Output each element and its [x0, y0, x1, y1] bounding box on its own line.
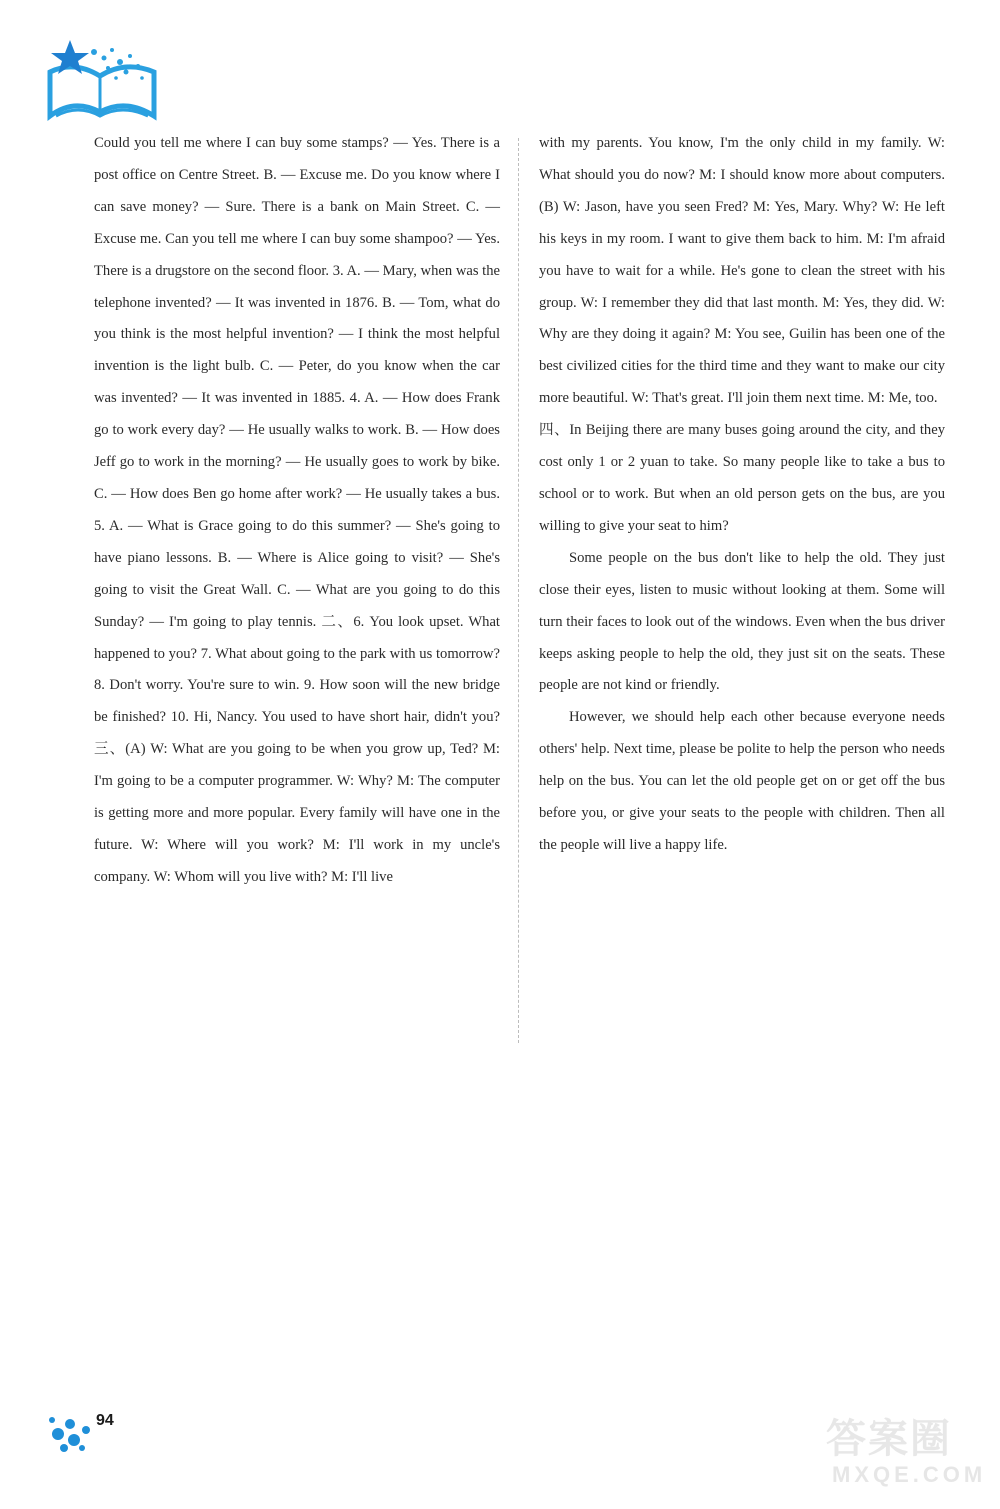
watermark-url: MXQE.COM [832, 1462, 987, 1487]
column-divider [518, 138, 519, 1043]
right-paragraph-essay-1: 四、In Beijing there are many buses going around the city, and they cost only 1 or 2 yuan to take. So many people like to take a bus to school or to work. But when an old person gets on the bus, are you willing to give your seat to him? [539, 422, 945, 534]
right-column [539, 128, 945, 862]
right-paragraph-dialogue: with my parents. You know, I'm the only child in my family. W: What should you do now? M: I should know more about computers. (B) W: Jason, have you seen Fred? M: Yes, Mary. Why? W: He left his keys in my room. I want to give them back to him. M: I'm afraid you have to wait for a while. He's gone to clean the street with his group. W: I remember they did that last month. M: Yes, they did. W: Why are they doing it again? M: You see, Guilin has been one of the best civilized cities for the third time and they want to make our city more beautiful. W: That's great. I'll join them next time. M: Me, too. [539, 135, 945, 407]
star-book-icon [42, 38, 162, 122]
splash-icon [44, 1404, 96, 1456]
watermark-title: 答案圈 [826, 1416, 952, 1462]
left-paragraph: Could you tell me where I can buy some stamps? — Yes. There is a post office on Centre Street. B. — Excuse me. Do you know where I can save money? — Sure. There is a bank on Main Street. C. — Excuse me. Can you tell me where I can buy some shampoo? — Yes. There is a drugstore on the second floor. 3. A. — Mary, when was the telephone invented? — It was invented in 1876. B. — Tom, what do you think is the most helpful invention? — I think the most helpful invention is the light bulb. C. — Peter, do you know when the car was invented? — It was invented in 1885. 4. A. — How does Frank go to work every day? — He usually walks to work. B. — How does Jeff go to work in the morning? — He usually goes to work by bike. C. — How does Ben go home after work? — He usually takes a bus. 5. A. — What is Grace going to do this summer? — She's going to have piano lessons. B. — Where is Alice going to visit? — She's going to visit the Great Wall. C. — What are you going to do this Sunday? — I'm going to play tennis. 二、6. You look upset. What happened to you? 7. What about going to the park with us tomorrow? 8. Don't worry. You're sure to win. 9. How soon will the new bridge be finished? 10. Hi, Nancy. You used to have short hair, didn't you? 三、(A) W: What are you going to be when you grow up, Ted? M: I'm going to be a computer programmer. W: Why? M: The computer is getting more and more popular. Every family will have one in the future. W: Where will you work? M: I'll work in my uncle's company. W: Whom will you live with? M: I'll live [94, 135, 500, 885]
right-paragraph-essay-3: However, we should help each other because everyone needs others' help. Next time, please be polite to help the person who needs help on the bus. You can let the old people get on or get off the bus before you, or give your seats to the people with children. Then all the people will live a happy life. [539, 709, 945, 853]
left-column [94, 128, 500, 894]
page-number: 94 [96, 1412, 114, 1429]
watermark [826, 1416, 986, 1502]
right-paragraph-essay-2: Some people on the bus don't like to help the old. They just close their eyes, listen to music without looking at them. Some will turn their faces to look out of the windows. Even when the bus driver keeps asking people to help the old, they just sit on the seats. These people are not kind or friendly. [539, 549, 945, 694]
